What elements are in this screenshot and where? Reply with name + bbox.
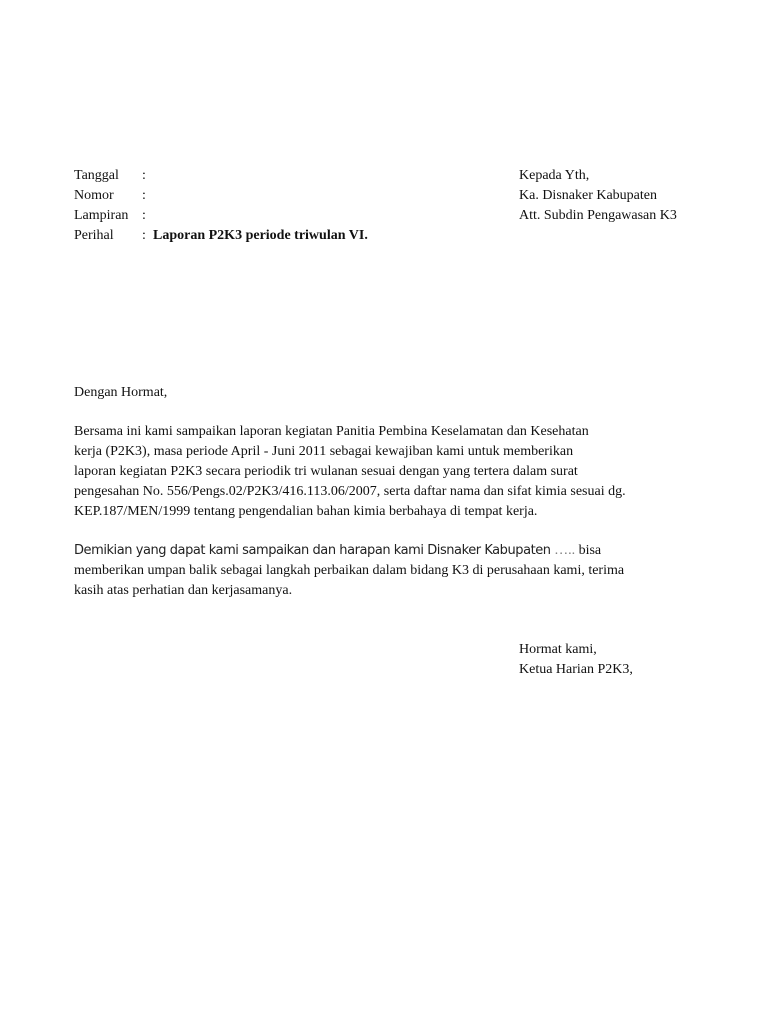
paragraph-line: Bersama ini kami sampaikan laporan kegiatan Panitia Pembina Keselamatan dan Kesehatan — [74, 424, 589, 439]
field-label: Lampiran — [74, 208, 129, 223]
paragraph-line — [74, 541, 624, 561]
signatory-title: Ketua Harian P2K3, — [519, 662, 633, 677]
recipient-block — [519, 166, 677, 226]
closing-block — [519, 640, 633, 680]
field-colon: : — [142, 168, 146, 183]
body-paragraph-2 — [74, 541, 624, 601]
paragraph-line: kasih atas perhatian dan kerjasamanya. — [74, 583, 293, 598]
paragraph-line: KEP.187/MEN/1999 tentang pengendalian bahan kimia berbahaya di tempat kerja. — [74, 504, 538, 519]
recipient-line: Att. Subdin Pengawasan K3 — [519, 208, 677, 223]
greeting: Dengan Hormat, — [74, 385, 168, 400]
field-colon: : — [142, 228, 146, 243]
paragraph-text: Demikian yang dapat kami sampaikan dan harapan kami Disnaker Kabupaten — [74, 543, 551, 558]
paragraph-line: kerja (P2K3), masa periode April - Juni 2011 sebagai kewajiban kami untuk memberikan — [74, 444, 574, 459]
field-colon: : — [142, 208, 146, 223]
field-colon: : — [142, 188, 146, 203]
paragraph-text: bisa — [578, 543, 602, 558]
recipient-line: Kepada Yth, — [519, 168, 590, 183]
recipient-line: Ka. Disnaker Kabupaten — [519, 188, 658, 203]
body-paragraph-1 — [74, 422, 626, 522]
paragraph-line: memberikan umpan balik sebagai langkah perbaikan dalam bidang K3 di perusahaan kami, terima — [74, 563, 625, 578]
paragraph-line: pengesahan No. 556/Pengs.02/P2K3/416.113.06/2007, serta daftar nama dan sifat kimia sesuai dg. — [74, 484, 626, 499]
subject-value: Laporan P2K3 periode triwulan VI. — [153, 228, 368, 243]
placeholder-dots: ….. — [554, 543, 576, 558]
field-label: Nomor — [74, 188, 114, 203]
closing-line: Hormat kami, — [519, 642, 597, 657]
field-label: Perihal — [74, 228, 114, 243]
field-label: Tanggal — [74, 168, 119, 183]
paragraph-line: laporan kegiatan P2K3 secara periodik tri wulanan sesuai dengan yang tertera dalam surat — [74, 464, 578, 479]
